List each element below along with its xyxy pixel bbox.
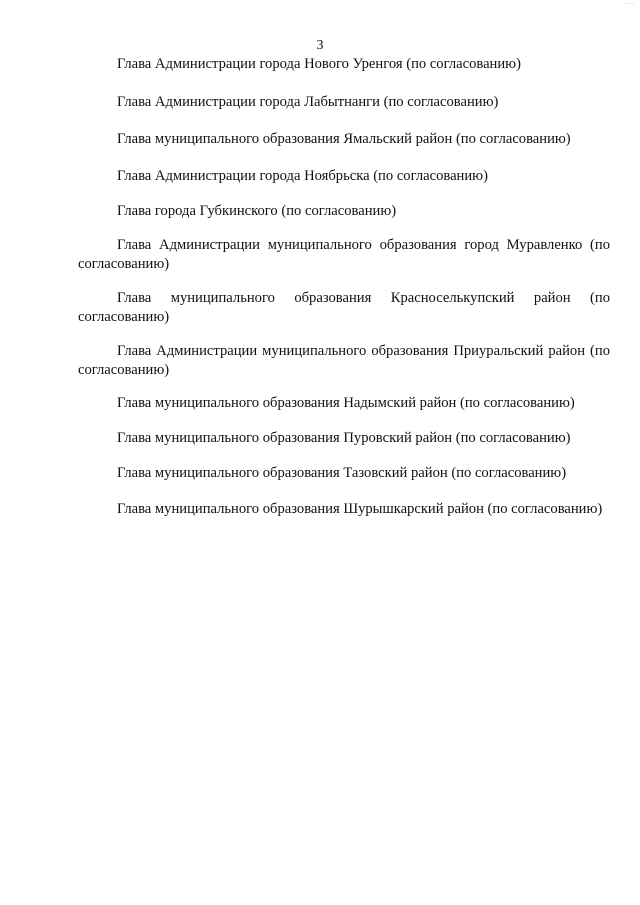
list-item: Глава города Губкинского (по согласованию) <box>117 203 397 219</box>
list-item: Глава муниципального образования Тазовский район (по согласованию) <box>117 465 567 481</box>
list-item: Глава Администрации города Лабытнанги (по согласованию) <box>117 94 499 110</box>
list-item: Глава муниципального образования Ямальский район (по согласованию) <box>117 131 571 147</box>
page-number: 3 <box>316 38 324 53</box>
list-item: Глава муниципального образования Надымский район (по согласованию) <box>117 395 575 411</box>
list-item: Глава Администрации города Ноябрьска (по согласованию) <box>117 168 488 184</box>
list-item: Глава Администрации муниципального образования город Муравленко (по согласованию) <box>78 237 610 272</box>
list-item: Глава муниципального образования Красноселькупский район (по согласованию) <box>78 290 610 325</box>
list-item: Глава муниципального образования Пуровский район (по согласованию) <box>117 430 571 446</box>
list-item: Глава Администрации города Нового Уренгоя (по согласованию) <box>117 56 521 72</box>
list-item: Глава Администрации муниципального образования Приуральский район (по согласованию) <box>78 343 610 378</box>
list-item: Глава муниципального образования Шурышкарский район (по согласованию) <box>117 501 603 517</box>
corner-mark: ... <box>626 0 636 6</box>
